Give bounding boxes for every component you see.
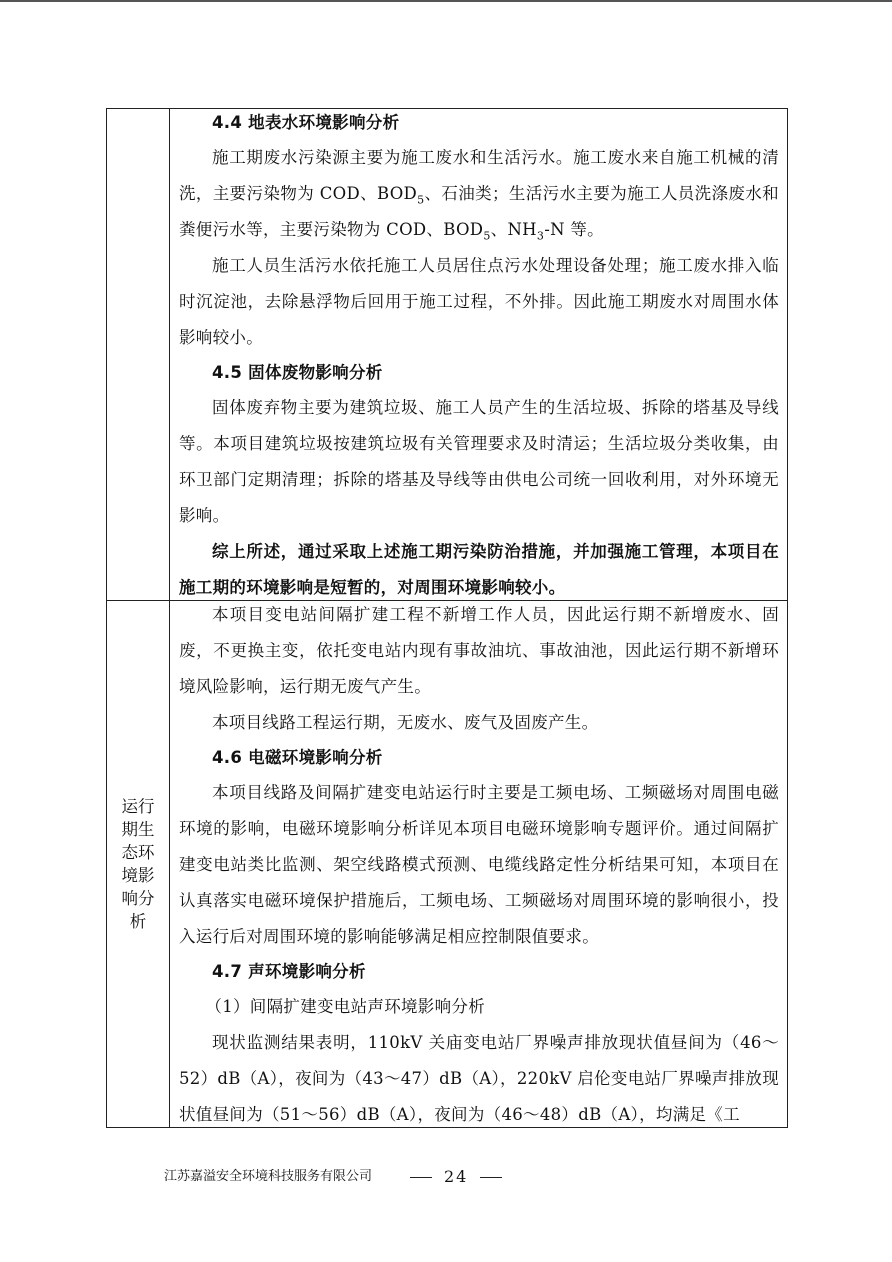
dash-right [480,1177,502,1178]
row-content-cell [170,601,787,1127]
construction-period-row [107,109,787,601]
paragraph-summary: 综上所述，通过采取上述施工期污染防治措施，并加强施工管理，本项目在施工期的环境影响是短暂的，对周围环境影响较小。 [179,542,779,597]
page-number: 24 [444,1167,469,1186]
paragraph-solid-waste: 固体废弃物主要为建筑垃圾、施工人员产生的生活垃圾、拆除的塔基及导线等。本项目建筑垃圾按建筑垃圾有关管理要求及时清运；生活垃圾分类收集，由环卫部门定期清理；拆除的塔基及导线等由供电公司统一回收利用，对外环境无影响。 [179,398,779,525]
section-heading-4-4: 4.4 地表水环境影响分析 [212,113,400,132]
subheading-substation-noise: （1）间隔扩建变电站声环境影响分析 [205,997,485,1016]
section-heading-4-6: 4.6 电磁环境影响分析 [212,748,383,767]
page-number-block [398,1165,514,1189]
paragraph-electromagnetic: 本项目线路及间隔扩建变电站运行时主要是工频电场、工频磁场对周围电磁环境的影响，电磁环境影响分析详见本项目电磁环境影响专题评价。通过间隔扩建变电站类比监测、架空线路模式预测、电缆线路定性分析结果可知，本项目在认真落实电磁环境保护措施后，工频电场、工频磁场对周围环境的影响很小，投入运行后对周围环境的影响能够满足相应控制限值要求。 [179,783,779,946]
analysis-table [106,108,788,1128]
section-heading-4-5: 4.5 固体废物影响分析 [212,363,383,382]
row-content-cell [170,109,787,600]
paragraph-line-operation: 本项目线路工程运行期，无废水、废气及固废产生。 [212,713,599,732]
footer-company: 江苏嘉溢安全环境科技服务有限公司 [164,1169,373,1184]
paragraph-noise-monitoring: 现状监测结果表明，110kV 关庙变电站厂界噪声排放现状值昼间为（46～52）dB（A），夜间为（43～47）dB（A），220kV 启伦变电站厂界噪声排放现状值昼间为（51～56）dB（A），夜间为（46～48）dB（A），均满足《工 [179,1033,779,1124]
row-label-cell [107,109,170,600]
top-border-line [0,0,892,2]
paragraph-no-new-waste: 本项目变电站间隔扩建工程不新增工作人员，因此运行期不新增废水、固废，不更换主变，依托变电站内现有事故油坑、事故油池，因此运行期不新增环境风险影响，运行期无废气产生。 [179,605,779,696]
operation-period-row [107,601,787,1127]
paragraph-wastewater-sources: 施工期废水污染源主要为施工废水和生活污水。施工废水来自施工机械的清洗，主要污染物为 COD、$BOD_5$、石油类；生活污水主要为施工人员洗涤废水和粪便污水等，主要污染物为 COD、$BOD_5$、$NH_3-N$ 等。 [179,148,779,243]
paragraph-wastewater-treatment: 施工人员生活污水依托施工人员居住点污水处理设备处理；施工废水排入临时沉淀池，去除悬浮物后回用于施工过程，不外排。因此施工期废水对周围水体影响较小。 [179,256,779,347]
row-label: 运行期生态环境影响分析 [121,797,155,931]
row-label-cell [107,601,170,1127]
section-heading-4-7: 4.7 声环境影响分析 [212,962,366,981]
dash-left [410,1177,432,1178]
